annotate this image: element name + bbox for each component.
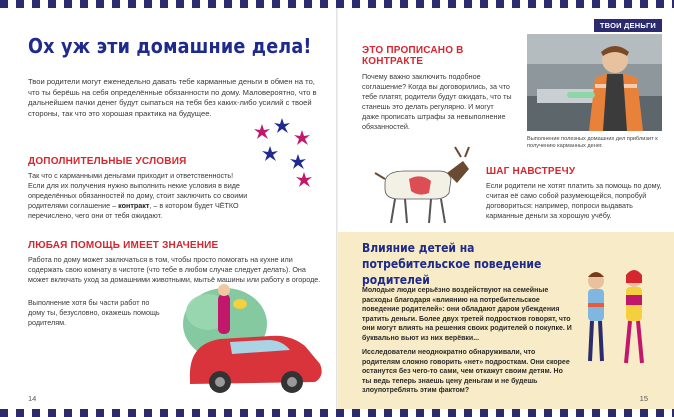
border-square <box>456 0 464 8</box>
contract-heading: ЭТО ПРОПИСАНО В КОНТРАКТЕ <box>362 45 464 67</box>
conditions-paragraph: Так что с карманными деньгами приходит и ответственность! Если для их получения нужно выполнить некие условия в виде определённых обязанностей по дому, стоит заключить со своими родителями соглашение – контракт, – в котором будет ЧЁТКО перечислено, чего они от тебя ожидают. <box>28 171 248 220</box>
border-square <box>144 409 152 417</box>
border-square <box>32 409 40 417</box>
checkered-border-top <box>0 0 674 8</box>
border-square <box>144 0 152 8</box>
border-square <box>560 0 568 8</box>
border-square <box>624 0 632 8</box>
border-square <box>104 0 112 8</box>
border-square <box>536 0 544 8</box>
border-square <box>112 0 120 8</box>
border-square <box>416 0 424 8</box>
border-square <box>368 0 376 8</box>
border-square <box>72 409 80 417</box>
border-square <box>424 0 432 8</box>
border-square <box>592 0 600 8</box>
border-square <box>160 409 168 417</box>
border-square <box>96 409 104 417</box>
border-square <box>312 0 320 8</box>
border-square <box>160 0 168 8</box>
border-square <box>128 409 136 417</box>
border-square <box>256 0 264 8</box>
border-square <box>280 409 288 417</box>
border-square <box>464 0 472 8</box>
border-square <box>544 0 552 8</box>
page-number-left: 14 <box>28 394 37 403</box>
border-square <box>304 0 312 8</box>
border-square <box>296 409 304 417</box>
border-square <box>496 409 504 417</box>
border-square <box>8 409 16 417</box>
border-square <box>392 409 400 417</box>
border-square <box>648 409 656 417</box>
border-square <box>256 409 264 417</box>
step-heading: ШАГ НАВСТРЕЧУ <box>486 166 576 177</box>
border-square <box>56 409 64 417</box>
border-square <box>80 409 88 417</box>
border-square <box>152 409 160 417</box>
border-square <box>416 409 424 417</box>
border-square <box>48 409 56 417</box>
border-square <box>552 409 560 417</box>
border-square <box>408 0 416 8</box>
border-square <box>48 0 56 8</box>
border-square <box>64 409 72 417</box>
border-square <box>584 409 592 417</box>
border-square <box>192 0 200 8</box>
border-square <box>312 409 320 417</box>
border-square <box>448 409 456 417</box>
border-square <box>112 409 120 417</box>
border-square <box>448 0 456 8</box>
border-square <box>8 0 16 8</box>
border-square <box>32 0 40 8</box>
border-square <box>304 409 312 417</box>
border-square <box>24 409 32 417</box>
border-square <box>472 409 480 417</box>
border-square <box>224 409 232 417</box>
border-square <box>136 0 144 8</box>
border-square <box>504 0 512 8</box>
border-square <box>184 409 192 417</box>
border-square <box>216 0 224 8</box>
border-square <box>280 0 288 8</box>
border-square <box>184 0 192 8</box>
border-square <box>128 0 136 8</box>
border-square <box>288 409 296 417</box>
panel-paragraph-2: Исследователи неоднократно обнаруживали, что родителям сложно говорить «нет» подросткам. Они скорее останутся без чего-то сами, чем откажут своим детям. Но ты ведь теперь знаешь цену деньгам и не будешь злоупотреблять этим фактом? <box>362 349 570 395</box>
border-square <box>544 409 552 417</box>
conditions-heading: ДОПОЛНИТЕЛЬНЫЕ УСЛОВИЯ <box>28 156 187 167</box>
intro-paragraph: Твои родители могут еженедельно давать тебе карманные деньги в обмен на то, что ты берёшь на себя определённые обязанности по дому. Маловероятно, что в дальнейшем пачки денег будут сыпаться на тебя без каких-либо усилий с твоей стороны, так что это хорошая практика на будущее. <box>28 77 317 118</box>
contract-paragraph: Почему важно заключить подобное соглашение? Когда вы договорились, за что тебе платят, родители будут ожидать, что ты станешь это делать регулярно. И могут даже прописать штрафы за невыполнение обязанностей. <box>362 72 512 131</box>
border-square <box>24 0 32 8</box>
border-square <box>208 0 216 8</box>
border-square <box>576 0 584 8</box>
border-square <box>560 409 568 417</box>
border-square <box>328 409 336 417</box>
photo-caption: Выполнение полезных домашних дел приблизит к получению карманных денег. <box>527 136 658 150</box>
page-number-right: 15 <box>639 394 648 403</box>
border-square <box>384 0 392 8</box>
border-square <box>272 409 280 417</box>
border-square <box>88 409 96 417</box>
border-square <box>592 409 600 417</box>
border-square <box>624 409 632 417</box>
border-square <box>664 0 672 8</box>
border-square <box>376 0 384 8</box>
border-square <box>616 0 624 8</box>
border-square <box>240 0 248 8</box>
border-square <box>40 0 48 8</box>
splat-star-icon <box>250 118 318 190</box>
border-square <box>288 0 296 8</box>
page-title: Ох уж эти домашние дела! <box>28 34 312 58</box>
border-square <box>616 409 624 417</box>
border-square <box>576 409 584 417</box>
border-square <box>608 0 616 8</box>
border-square <box>552 0 560 8</box>
help-heading: ЛЮБАЯ ПОМОЩЬ ИМЕЕТ ЗНАЧЕНИЕ <box>28 240 219 251</box>
border-square <box>224 0 232 8</box>
border-square <box>432 0 440 8</box>
border-square <box>464 409 472 417</box>
border-square <box>424 409 432 417</box>
border-square <box>480 0 488 8</box>
border-square <box>168 409 176 417</box>
border-square <box>608 409 616 417</box>
border-square <box>632 409 640 417</box>
border-square <box>320 409 328 417</box>
border-square <box>520 0 528 8</box>
border-square <box>80 0 88 8</box>
border-square <box>176 409 184 417</box>
border-square <box>200 409 208 417</box>
border-square <box>656 409 664 417</box>
border-square <box>168 0 176 8</box>
border-square <box>192 409 200 417</box>
border-square <box>512 0 520 8</box>
border-square <box>88 0 96 8</box>
teens-illustration <box>572 265 662 375</box>
checkered-border-bottom <box>0 409 674 417</box>
section-tag: ТВОИ ДЕНЬГИ <box>594 19 662 32</box>
panel-title: Влияние детей на потребительское поведение родителей <box>362 241 542 287</box>
border-square <box>640 0 648 8</box>
border-square <box>336 409 344 417</box>
help-paragraph: Работа по дому может заключаться в том, чтобы просто помогать на кухне или содержать свою комнату в чистоте (что тебе в любом случае следует делать). Она может включать уход за домашними животными, мытьё машины или работу в огороде. <box>28 255 321 284</box>
border-square <box>208 409 216 417</box>
border-square <box>96 0 104 8</box>
car-wash-illustration <box>170 284 330 394</box>
border-square <box>488 0 496 8</box>
border-square <box>392 0 400 8</box>
border-square <box>440 409 448 417</box>
border-square <box>240 409 248 417</box>
border-square <box>344 0 352 8</box>
border-square <box>600 0 608 8</box>
border-square <box>120 0 128 8</box>
border-square <box>352 0 360 8</box>
border-square <box>584 0 592 8</box>
border-square <box>536 409 544 417</box>
border-square <box>600 409 608 417</box>
border-square <box>232 0 240 8</box>
border-square <box>472 0 480 8</box>
border-square <box>336 0 344 8</box>
border-square <box>376 409 384 417</box>
border-square <box>520 409 528 417</box>
border-square <box>496 0 504 8</box>
border-square <box>648 0 656 8</box>
border-square <box>368 409 376 417</box>
border-square <box>64 0 72 8</box>
border-square <box>176 0 184 8</box>
contract-keyword: контракт <box>118 201 150 210</box>
border-square <box>264 409 272 417</box>
border-square <box>232 409 240 417</box>
border-square <box>320 0 328 8</box>
boy-washing-dishes-photo <box>527 34 662 131</box>
border-square <box>16 0 24 8</box>
border-square <box>16 409 24 417</box>
panel-paragraph-1: Молодые люди серьёзно воздействуют на семейные расходы благодаря «влиянию на потребительское поведение родителей»: они обладают даром убеждения тратить деньги. Более двух третей подростков говорят, что они могут влиять на решения своих родителей о покупке. И буквально вьют из них верёвки... <box>362 287 572 342</box>
border-square <box>432 409 440 417</box>
help-paragraph-2: Выполнение хотя бы части работ по дому ты, безусловно, окажешь помощь родителям. <box>28 298 160 327</box>
border-square <box>216 409 224 417</box>
border-square <box>400 409 408 417</box>
border-square <box>272 0 280 8</box>
border-square <box>72 0 80 8</box>
border-square <box>56 0 64 8</box>
border-square <box>40 409 48 417</box>
border-square <box>456 409 464 417</box>
border-square <box>248 409 256 417</box>
border-square <box>480 409 488 417</box>
goat-illustration <box>365 143 477 231</box>
step-paragraph: Если родители не хотят платить за помощь по дому, считая её само собой разумеющейся, попробуй договориться: например, попроси выдавать карманные деньги за хорошую учёбу. <box>486 181 662 220</box>
border-square <box>528 409 536 417</box>
border-square <box>344 409 352 417</box>
border-square <box>328 0 336 8</box>
border-square <box>104 409 112 417</box>
border-square <box>632 0 640 8</box>
border-square <box>512 409 520 417</box>
border-square <box>248 0 256 8</box>
border-square <box>440 0 448 8</box>
border-square <box>0 409 8 417</box>
border-square <box>264 0 272 8</box>
border-square <box>568 0 576 8</box>
border-square <box>352 409 360 417</box>
border-square <box>488 409 496 417</box>
border-square <box>384 409 392 417</box>
border-square <box>120 409 128 417</box>
border-square <box>568 409 576 417</box>
border-square <box>136 409 144 417</box>
border-square <box>640 409 648 417</box>
border-square <box>0 0 8 8</box>
border-square <box>400 0 408 8</box>
border-square <box>296 0 304 8</box>
border-square <box>200 0 208 8</box>
border-square <box>656 0 664 8</box>
border-square <box>528 0 536 8</box>
border-square <box>408 409 416 417</box>
border-square <box>360 409 368 417</box>
border-square <box>504 409 512 417</box>
border-square <box>360 0 368 8</box>
border-square <box>152 0 160 8</box>
border-square <box>664 409 672 417</box>
